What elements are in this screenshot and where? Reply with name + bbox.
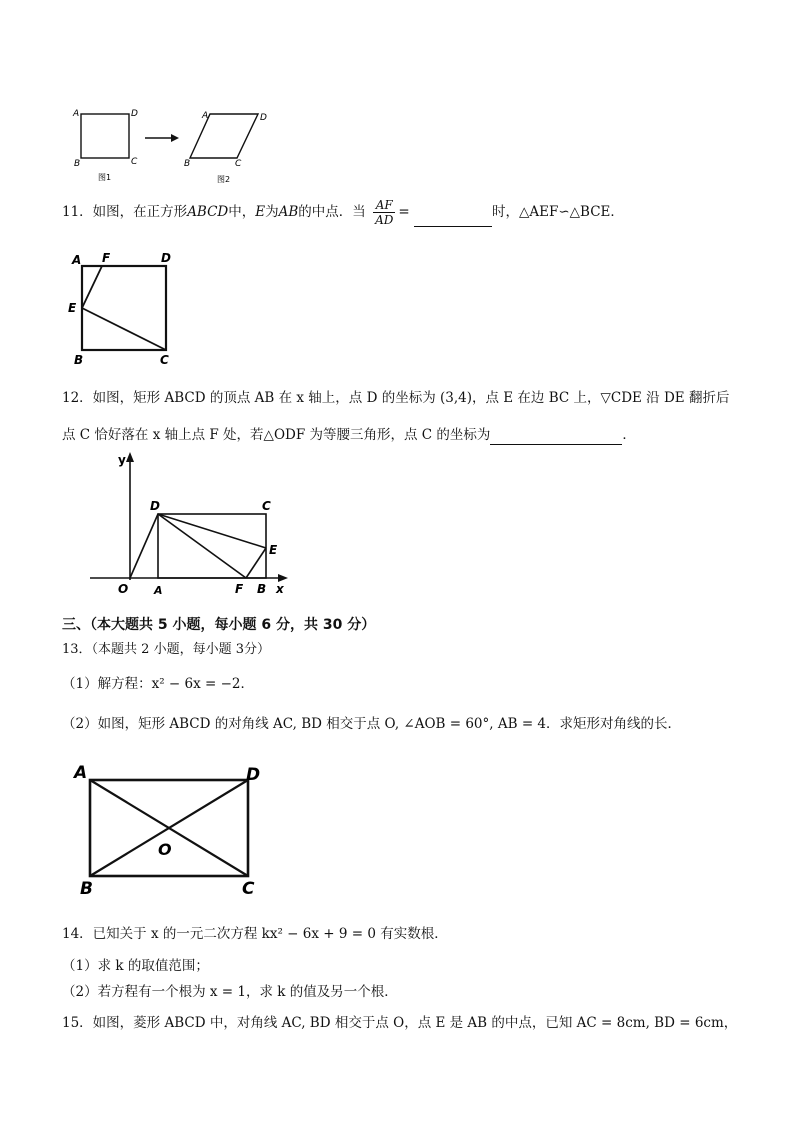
figure-1: [72, 109, 138, 182]
arrow-icon: [145, 134, 179, 142]
fig2-label-A: A: [202, 111, 209, 121]
q11-fraction: $\frac{AF}{AD}$: [375, 198, 394, 227]
fig2-label-B: B: [184, 159, 191, 169]
q12-rectangle: [158, 514, 266, 578]
question-12-line1: 12．如图，矩形 ABCD 的顶点 AB 在 x 轴上，点 D 的坐标为 (3,4)，点 E 在边 BC 上，▽CDE 沿 DE 翻折后: [62, 390, 730, 406]
q12-label-A: A: [154, 584, 163, 597]
q13-label-D: D: [246, 765, 261, 785]
figure-2: [184, 111, 267, 184]
fig1-caption: 图1: [98, 173, 112, 182]
fig2-label-C: C: [235, 159, 242, 169]
q12-label-C: C: [262, 499, 271, 513]
question-14-stem: 14．已知关于 x 的一元二次方程 kx² − 6x + 9 = 0 有实数根．: [62, 926, 448, 942]
section-3-heading: 三、（本大题共 5 小题，每小题 6 分，共 30 分）: [62, 617, 376, 633]
q11-answer-blank[interactable]: [414, 212, 492, 227]
fig1-label-D: D: [131, 109, 138, 119]
question-11: 11．如图，在正方形ABCD中，E为AB的中点．当 $\frac{AF}{AD}$ = 时，△AEF∽△BCE．: [62, 198, 624, 227]
q12-label-O: O: [118, 582, 129, 596]
q13-label-C: C: [242, 879, 255, 899]
q11-label-F: F: [102, 251, 111, 265]
question-13-intro: 13．（本题共 2 小题，每小题 3分）: [62, 642, 270, 657]
q11-label-A: A: [72, 253, 82, 267]
q12-figure: [86, 448, 296, 600]
fig2-caption: 图2: [217, 175, 231, 184]
fig1-label-B: B: [74, 159, 81, 169]
question-14-part2: （2）若方程有一个根为 x = 1，求 k 的值及另一个根．: [62, 984, 398, 1000]
q11-label-D: D: [161, 251, 171, 265]
q13-label-O: O: [158, 840, 172, 859]
q11-label-B: B: [74, 353, 84, 367]
fig1-label-C: C: [131, 157, 138, 167]
q12-label-F: F: [235, 582, 244, 596]
q11-label-E: E: [68, 301, 77, 315]
q13-label-B: B: [80, 879, 93, 899]
q12-answer-blank[interactable]: [490, 430, 622, 445]
question-12-line2: 点 C 恰好落在 x 轴上点 F 处，若△ODF 为等腰三角形，点 C 的坐标为 ．: [62, 427, 636, 443]
q13-figure: [72, 758, 272, 900]
q12-label-y: y: [118, 453, 126, 467]
figure-1-square: [81, 114, 129, 158]
fig1-label-A: A: [73, 109, 80, 119]
q13-label-A: A: [74, 763, 88, 783]
question-15-stem: 15．如图，菱形 ABCD 中，对角线 AC, BD 相交于点 O，点 E 是 AB 的中点，已知 AC = 8cm, BD = 6cm，: [62, 1015, 738, 1031]
figures-1-2: [65, 100, 285, 190]
figure-2-rhombus: [190, 114, 258, 158]
q12-label-E: E: [269, 543, 278, 557]
q11-label-C: C: [160, 353, 169, 367]
q11-square: [82, 266, 166, 350]
q11-figure: [62, 248, 182, 370]
fig2-label-D: D: [260, 113, 267, 123]
q12-label-B: B: [257, 582, 267, 596]
q12-label-D: D: [150, 499, 160, 513]
question-13-part2: （2）如图，矩形 ABCD 的对角线 AC, BD 相交于点 O, ∠AOB = 60°, AB = 4．求矩形对角线的长．: [62, 716, 682, 732]
question-14-part1: （1）求 k 的取值范围；: [62, 958, 209, 974]
q12-label-x: x: [276, 582, 284, 596]
question-13-part1: （1）解方程：x² − 6x = −2．: [62, 676, 255, 692]
